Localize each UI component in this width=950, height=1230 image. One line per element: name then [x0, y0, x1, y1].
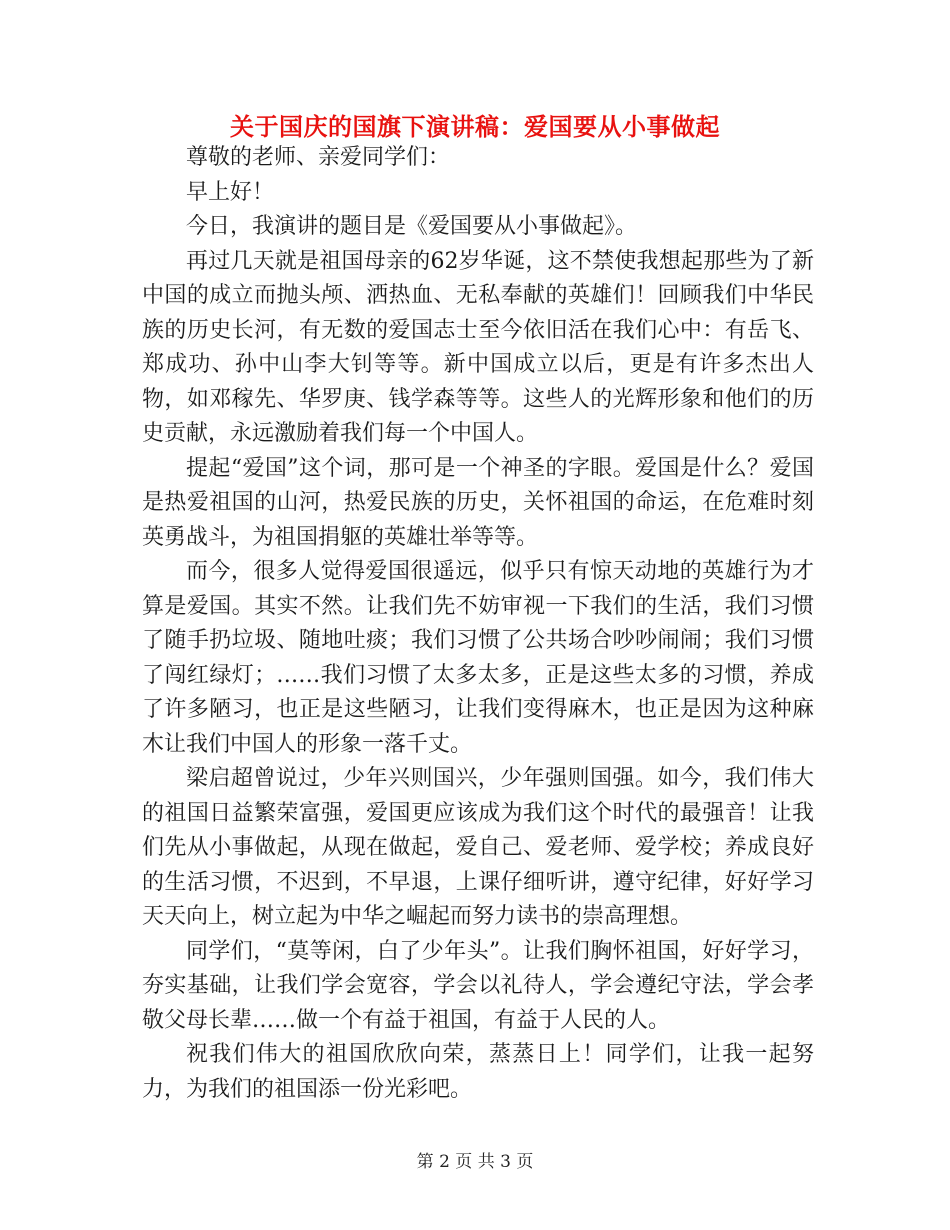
paragraph-liang-qichao: 梁启超曾说过，少年兴则国兴，少年强则国强。如今，我们伟大的祖国日益繁荣富强，爱国更应该成为我们这个时代的最强音！让我们先从小事做起，从现在做起，爱自己、爱老师、爱学校；养成良好的生活习惯，不迟到，不早退，上课仔细听讲，遵守纪律，好好学习天天向上，树立起为中华之崛起而努力读书的崇高理想。 — [142, 766, 814, 929]
paragraph-call-to-action: 同学们，“莫等闲，白了少年头”。让我们胸怀祖国，好好学习，夯实基础，让我们学会宽容，学会以礼待人，学会遵纪守法，学会孝敬父母长辈……做一个有益于祖国，有益于人民的人。 — [142, 938, 814, 1033]
paragraph-topic: 今日，我演讲的题目是《爱国要从小事做起》。 — [186, 214, 638, 239]
paragraph-salutation: 尊敬的老师、亲爱同学们： — [186, 145, 451, 170]
document-title: 关于国庆的国旗下演讲稿：爱国要从小事做起 — [230, 112, 720, 141]
paragraph-bad-habits: 而今，很多人觉得爱国很遥远，似乎只有惊天动地的英雄行为才算是爱国。其实不然。让我们先不妨审视一下我们的生活，我们习惯了随手扔垃圾、随地吐痰；我们习惯了公共场合吵吵闹闹；我们习惯了闯红绿灯；……我们习惯了太多太多，正是这些太多的习惯，养成了许多陋习，也正是这些陋习，让我们变得麻木，也正是因为这种麻木让我们中国人的形象一落千丈。 — [142, 559, 814, 757]
paragraph-closing: 祝我们伟大的祖国欣欣向荣，蒸蒸日上！同学们，让我一起努力，为我们的祖国添一份光彩吧。 — [142, 1042, 814, 1102]
document-body — [142, 141, 814, 1107]
paragraph-heroes: 再过几天就是祖国母亲的62岁华诞，这不禁使我想起那些为了新中国的成立而抛头颅、洒热血、无私奉献的英雄们！回顾我们中华民族的历史长河，有无数的爱国志士至今依旧活在我们心中：有岳飞、郑成功、孙中山李大钊等等。新中国成立以后，更是有许多杰出人物，如邓稼先、华罗庚、钱学森等等。这些人的光辉形象和他们的历史贡献，永远激励着我们每一个中国人。 — [142, 248, 814, 446]
paragraph-patriotism-meaning: 提起“爱国”这个词，那可是一个神圣的字眼。爱国是什么？爱国是热爱祖国的山河，热爱民族的历史，关怀祖国的命运，在危难时刻英勇战斗，为祖国捐躯的英雄壮举等等。 — [142, 455, 814, 550]
page-number-footer: 第 2 页 共 3 页 — [416, 1152, 534, 1172]
paragraph-greeting: 早上好！ — [186, 179, 275, 205]
